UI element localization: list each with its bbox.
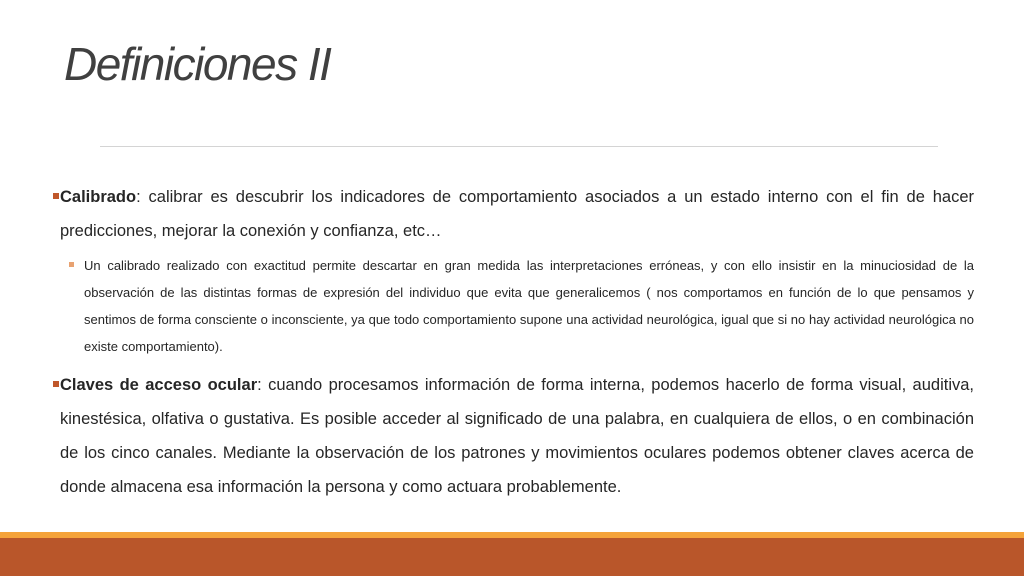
footer-bar: [0, 538, 1024, 576]
sub-bullet-text: Un calibrado realizado con exactitud permite descartar en gran medida las interpretaciones erróneas, y con ello insistir en la minuciosidad de la observación de las distintas formas de expresión del individuo que evita que generalicemos ( nos comportamos en función de lo que pensamos y sentimos de forma consciente o inconsciente, ya que todo comportamiento supone una actividad neurológica, igual que si no hay actividad neurológica no existe comportamiento).: [84, 258, 974, 354]
bullet-claves-acceso-ocular: [52, 368, 974, 504]
bullet-text: : cuando procesamos información de forma interna, podemos hacerlo de forma visual, auditiva, kinestésica, olfativa o gustativa. Es posible acceder al significado de una palabra, en cualquiera de ellos, o en combinación de los cinco canales. Mediante la observación de los patrones y movimientos oculares podemos obtener claves acerca de donde almacena esa información la persona y como actuara probablemente.: [60, 376, 974, 496]
slide-title: Definiciones II: [64, 38, 331, 90]
bullet-text: : calibrar es descubrir los indicadores de comportamiento asociados a un estado interno con el fin de hacer predicciones, mejorar la conexión y confianza, etc…: [60, 188, 974, 240]
sub-bullet-calibrado: [84, 252, 974, 360]
slide-body: [52, 180, 974, 504]
bullet-calibrado: [52, 180, 974, 248]
title-divider: [100, 146, 938, 147]
square-bullet-icon: [53, 193, 59, 199]
bullet-term: Calibrado: [60, 188, 137, 206]
square-bullet-icon: [69, 262, 74, 267]
bullet-term: Claves de acceso ocular: [60, 376, 258, 394]
square-bullet-icon: [53, 381, 59, 387]
